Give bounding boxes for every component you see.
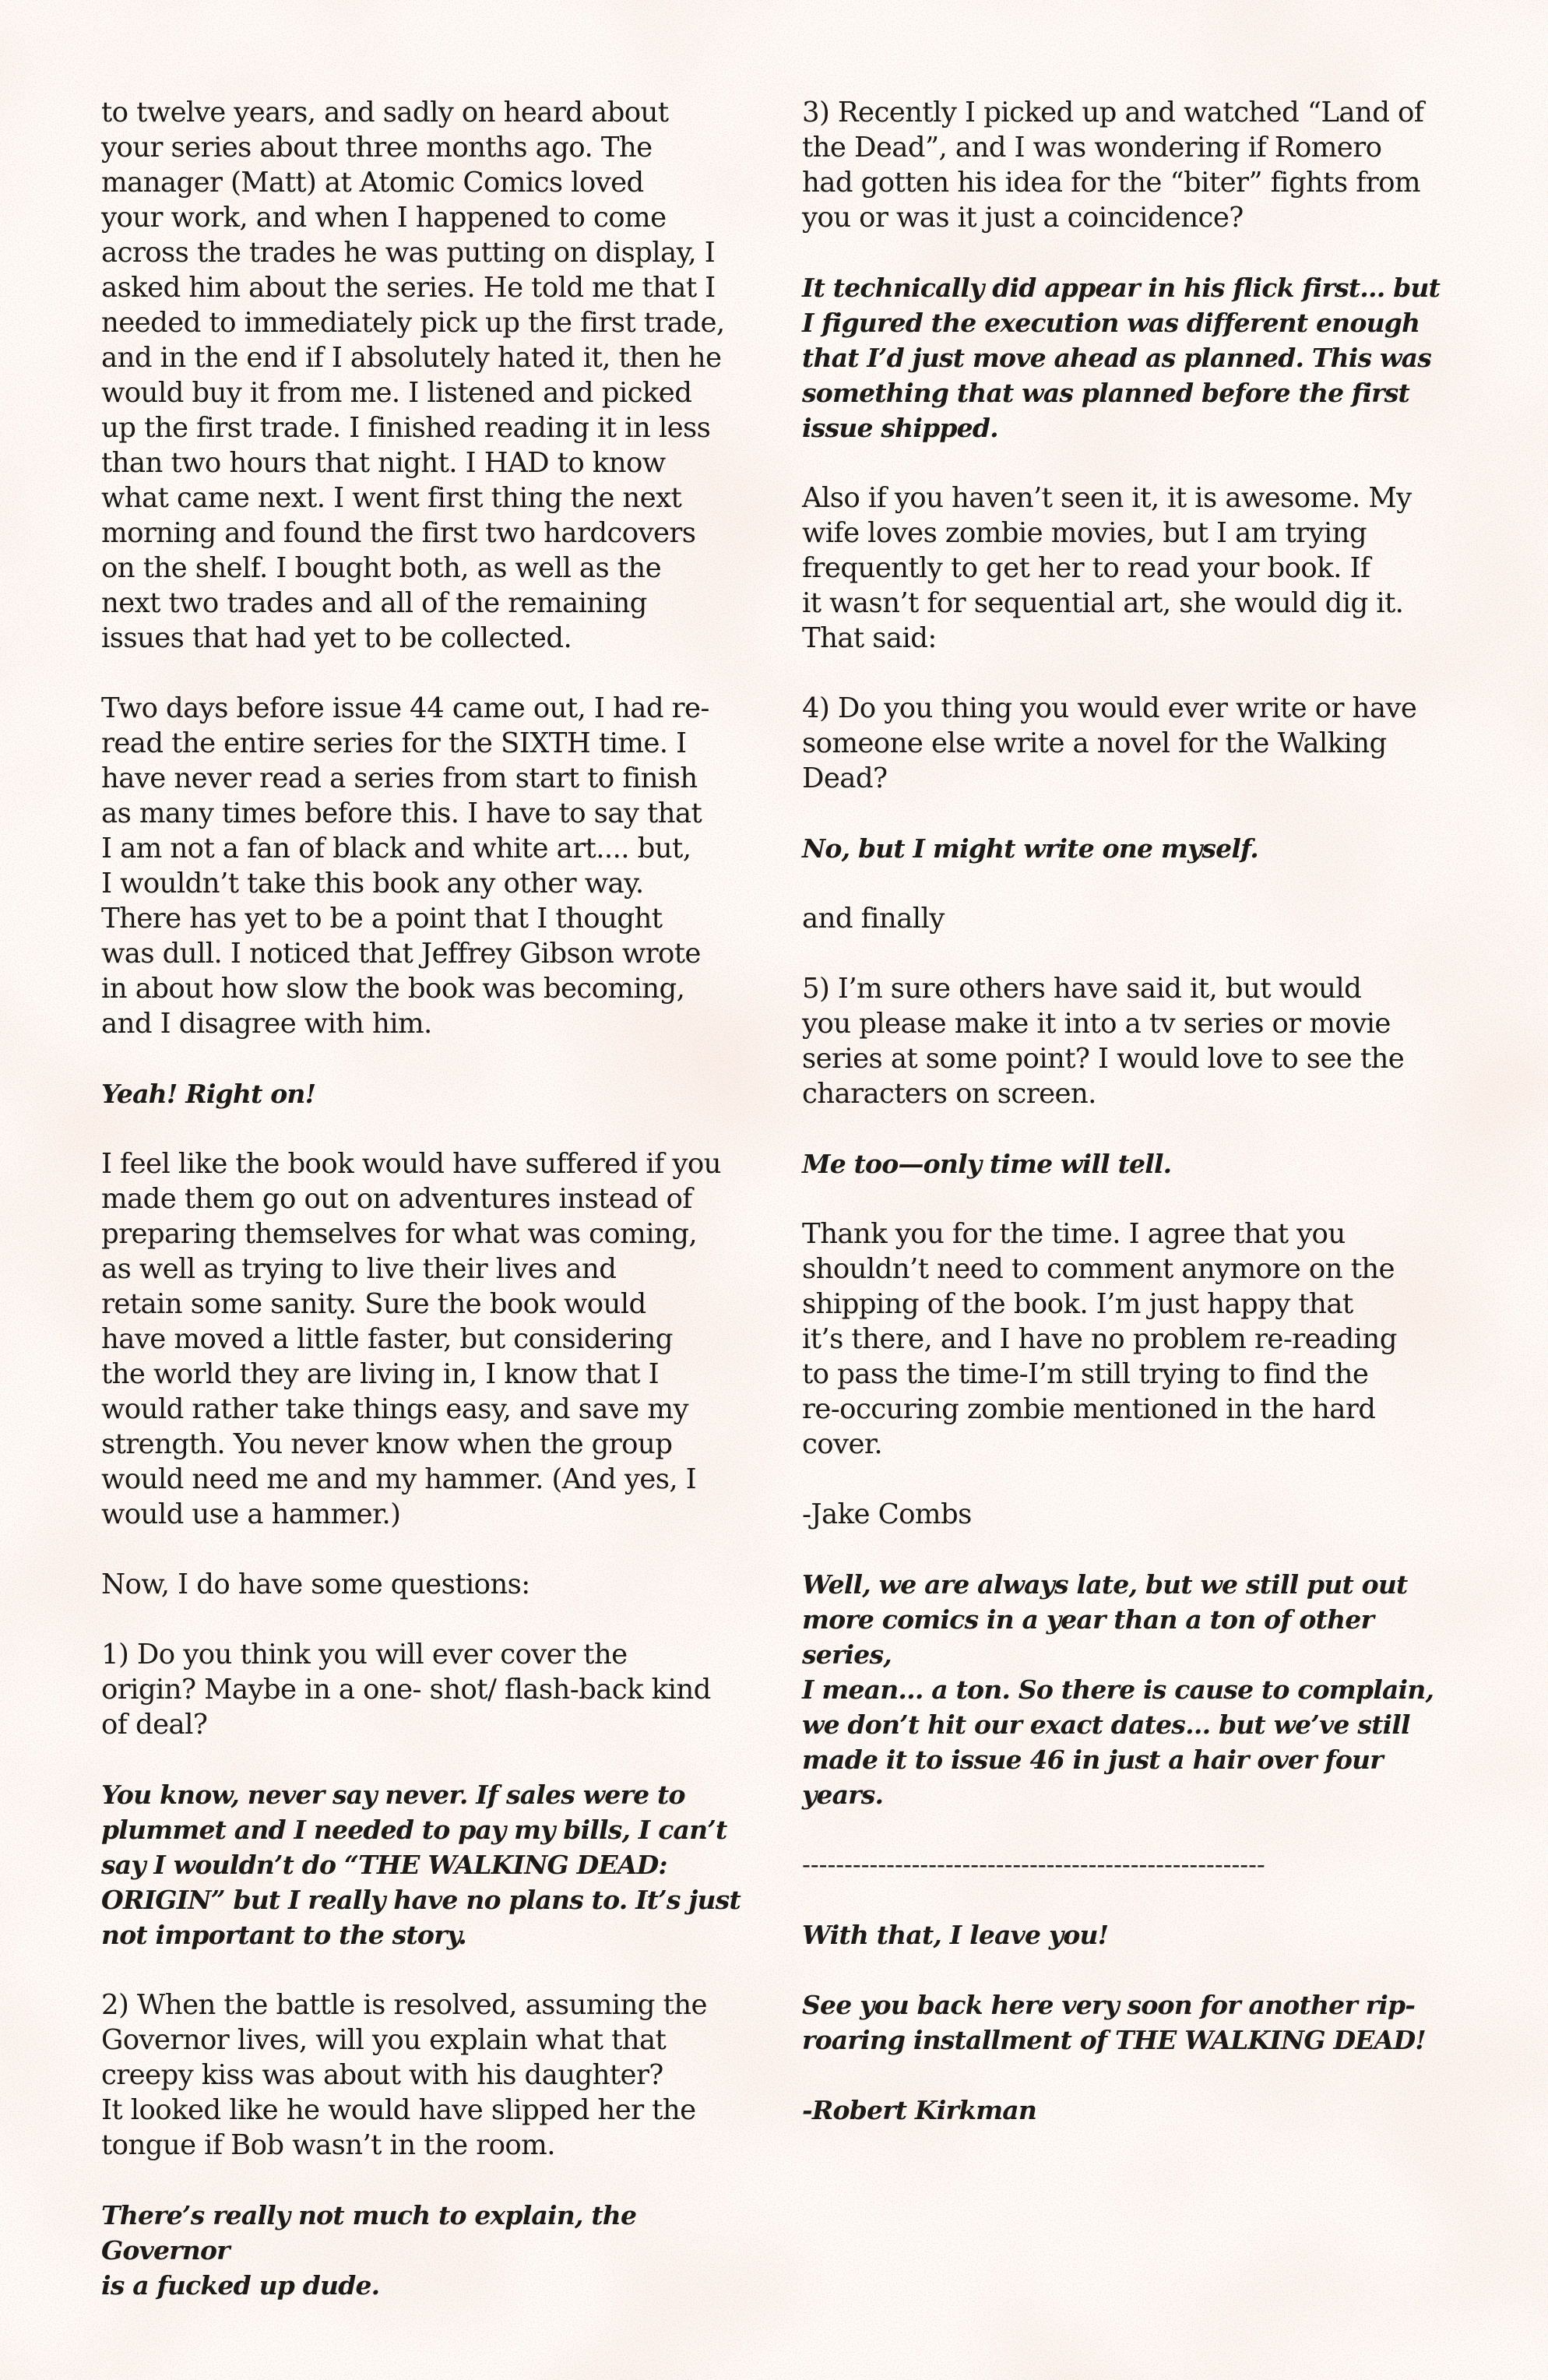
letter-paragraph: Now, I do have some questions: [101,1568,530,1600]
editor-reply: -Robert Kirkman [802,2095,1037,2125]
letter-paragraph: 1) Do you think you will ever cover the origin? Maybe in a one- shot/ flash-back kind of deal? [101,1639,711,1741]
editor-reply: Yeah! Right on! [101,1079,316,1109]
letter-paragraph: Two days before issue 44 came out, I had re- read the entire series for the SIXTH time. I have never read a series from start to finish as many times before this. I have to say that I am not a fan of black and white art.... but, I wouldn’t take this book any other way. There has yet to be a point that I thought was dull. I noticed that Jeffrey Gibson wrote in about how slow the book was becoming, and I disagree with him. [101,692,709,1040]
editor-reply: It technically did appear in his flick first… but I figured the execution was different enough that I’d just move ahead as planned. This was something that was planned before the first issue shipped. [802,273,1441,443]
letter-paragraph: and finally [802,903,945,935]
editor-reply: Me too—only time will tell. [802,1149,1172,1179]
letter-paragraph: Thank you for the time. I agree that you shouldn’t need to comment anymore on the shipping of the book. I’m just happy that it’s there, and I have no problem re-reading to pass the time-I’m still trying to find the re-occuring zombie mentioned in the hard cover. [802,1218,1397,1460]
editor-reply: With that, I leave you! [802,1920,1109,1950]
editor-reply: Well, we are always late, but we still put out more comics in a year than a ton of other series, I mean… a ton. So there is cause to complain, we don’t hit our exact dates… but we’ve still made it to issue 46 in just a hair over four years. [802,1569,1434,1810]
editor-reply: No, but I might write one myself. [802,833,1258,864]
letter-paragraph: to twelve years, and sadly on heard about your series about three months ago. The manager (Matt) at Atomic Comics loved your work, and when I happened to come across the trades he was putting on display, I asked him about the series. He told me that I needed to immediately pick up the first trade, and in the end if I absolutely hated it, then he would buy it from me. I listened and picked up the first trade. I finished reading it in less than two hours that night. I HAD to know what came next. I went first thing the next morning and found the first two hardcovers on the shelf. I bought both, as well as the next two trades and all of the remaining issues that had yet to be collected. [101,97,725,654]
section-divider: ------------------------------------------------------- [802,1850,1265,1879]
letter-column-right [802,95,1456,2163]
letter-paragraph: -Jake Combs [802,1498,972,1530]
letter-paragraph: 2) When the battle is resolved, assuming the Governor lives, will you explain what that creepy kiss was about with his daughter? It looked like he would have slipped her the tongue if Bob wasn’t in the room. [101,1989,707,2161]
letter-paragraph: 5) I’m sure others have said it, but would you please make it into a tv series or movie series at some point? I would love to see the characters on screen. [802,973,1405,1110]
letter-paragraph: Also if you haven’t seen it, it is awesome. My wife loves zombie movies, but I am trying frequently to get her to read your book. If it wasn’t for sequential art, she would dig it. That said: [802,482,1412,654]
editor-reply: There’s really not much to explain, the Governor is a fucked up dude. [101,2200,637,2301]
editor-reply: See you back here very soon for another rip- roaring installment of THE WALKING DEAD! [802,1990,1426,2055]
letter-column-left [101,95,755,2338]
editor-reply: You know, never say never. If sales were to plummet and I needed to pay my bills, I can’t say I wouldn’t do “THE WALKING DEAD: ORIGIN” but I really have no plans to. It’s just not important to the story. [101,1780,741,1950]
letter-paragraph: I feel like the book would have suffered if you made them go out on adventures instead of preparing themselves for what was coming, as well as trying to live their lives and retain some sanity. Sure the book would have moved a little faster, but considering the world they are living in, I know that I would rather take things easy, and save my strength. You never know when the group would need me and my hammer. (And yes, I would use a hammer.) [101,1148,721,1530]
letter-paragraph: 3) Recently I picked up and watched “Land of the Dead”, and I was wondering if Romero had gotten his idea for the “biter” fights from you or was it just a coincidence? [802,97,1424,234]
letter-paragraph: 4) Do you thing you would ever write or have someone else write a novel for the Walking Dead? [802,692,1417,794]
